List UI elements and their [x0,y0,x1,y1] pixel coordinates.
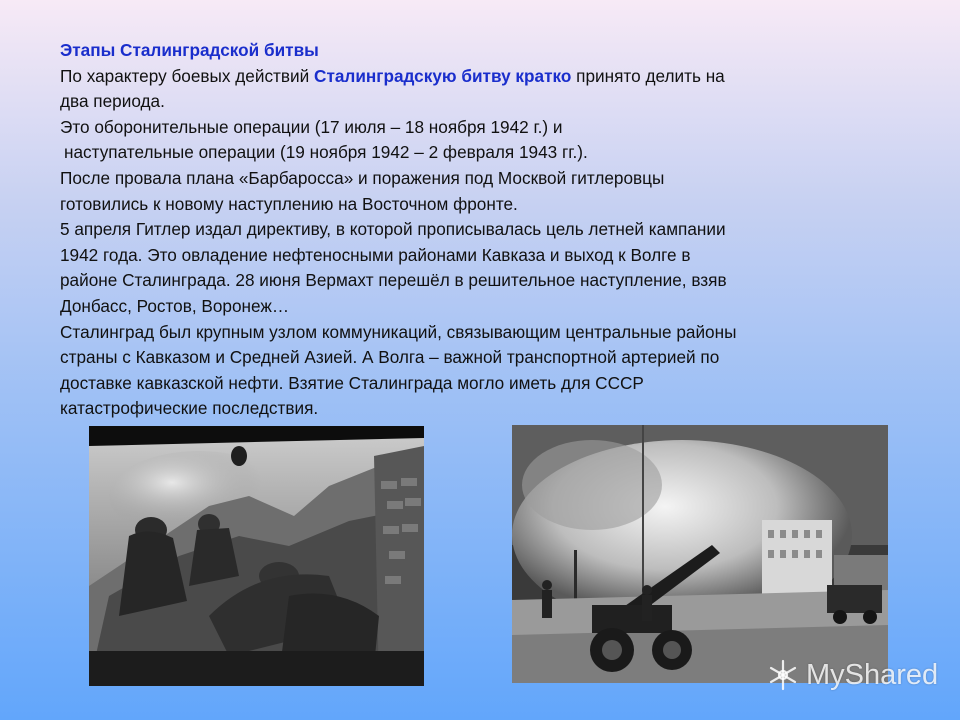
text-line: два периода. [60,91,165,112]
text-line: доставке кавказской нефти. Взятие Сталинграда могло иметь для СССР [60,372,644,393]
text-line: страны с Кавказом и Средней Азией. А Волга – важной транспортной артерией по [60,347,720,368]
slide-title: Этапы Сталинградской битвы [60,40,319,60]
intro-before: По характеру боевых действий [60,65,315,86]
watermark [766,657,938,693]
text-line: готовились к новому наступлению на Восточном фронте. [60,193,518,214]
text-line: 5 апреля Гитлер издал директиву, в которой прописывалась цель летней кампании [60,219,726,240]
artillery-in-burning-city-photo [512,425,888,683]
watermark-text: MyShared [806,658,939,691]
text-line: После провала плана «Барбаросса» и поражения под Москвой гитлеровцы [60,167,665,188]
text-line: Сталинград был крупным узлом коммуникаций, связывающим центральные районы [60,321,737,342]
text-line: районе Сталинграда. 28 июня Вермахт перешёл в решительное наступление, взяв [60,270,727,291]
intro-after: принято делить на [571,65,725,86]
text-line: катастрофические последствия. [60,398,319,419]
text-line: Донбасс, Ростов, Воронеж… [60,295,290,316]
text-line: Это оборонительные операции (17 июля – 18 ноября 1942 г.) и [60,116,563,137]
intro-highlight: Сталинградскую битву кратко [314,65,572,86]
text-line: наступательные операции (19 ноября 1942 – 2 февраля 1943 гг.). [64,142,588,163]
myshared-logo-icon [766,658,800,692]
soldiers-in-ruins-photo [89,426,424,686]
text-line: 1942 года. Это овладение нефтеносными районами Кавказа и выход к Волге в [60,244,691,265]
slide-text [60,38,920,422]
intro-line [60,64,920,90]
